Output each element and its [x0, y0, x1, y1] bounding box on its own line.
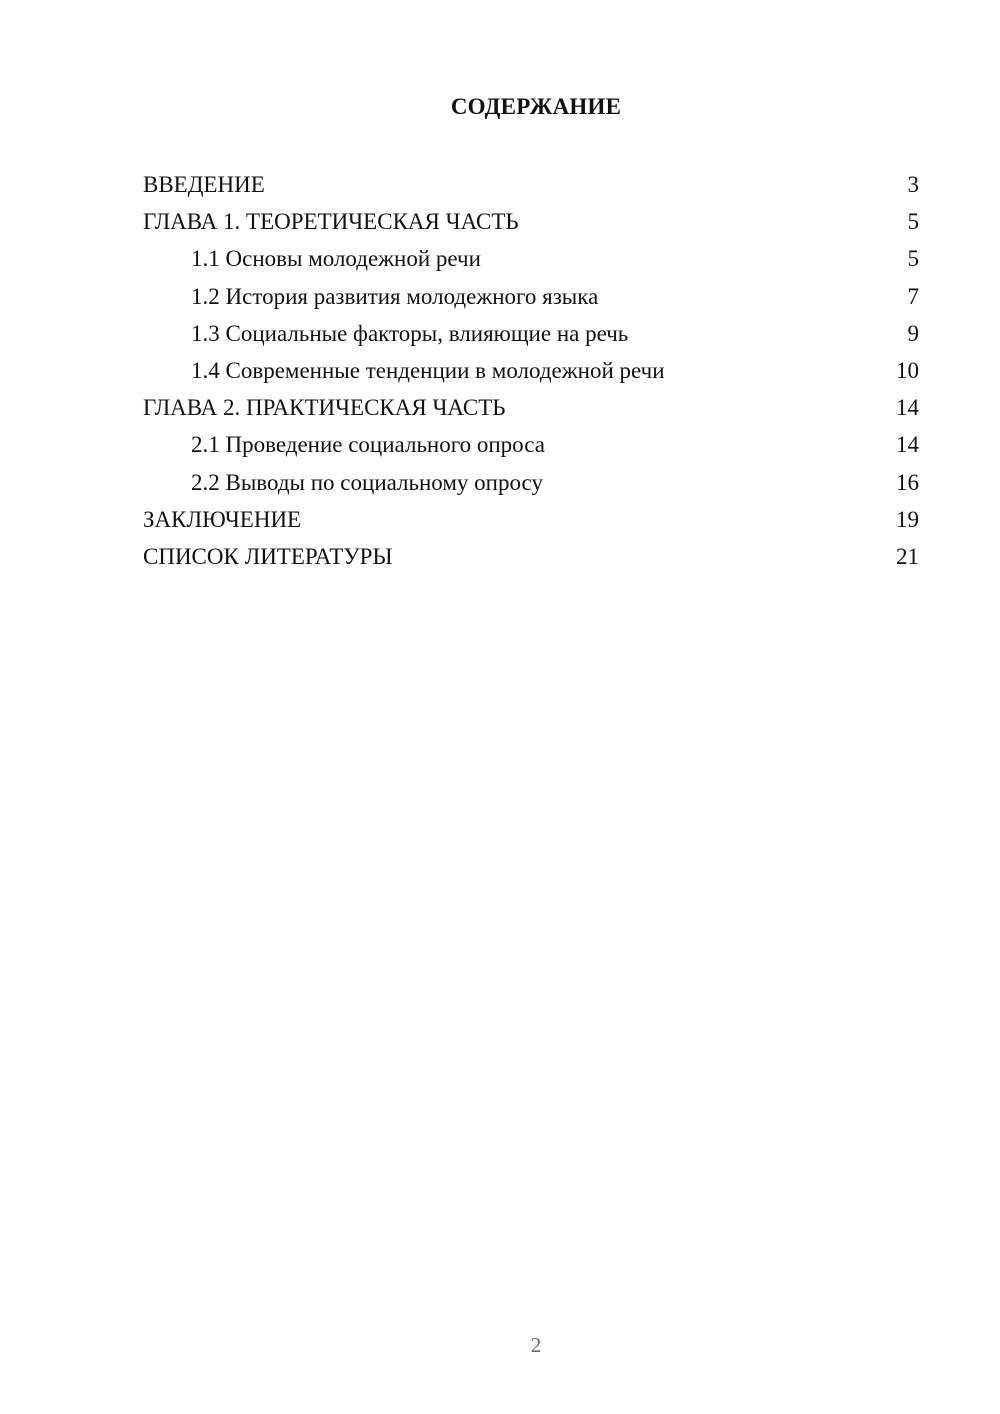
toc-entry-introduction[interactable]: [143, 166, 919, 203]
toc-entry-page: 14: [896, 395, 919, 421]
toc-entry-chapter-1[interactable]: [143, 203, 919, 240]
toc-entry-page: 21: [896, 543, 919, 569]
toc-entry-text: 2.1 Проведение социального опроса: [191, 432, 545, 458]
toc-entry-page: 3: [907, 172, 919, 197]
toc-entry-section-1-1[interactable]: [143, 240, 919, 277]
toc-entry-page: 5: [907, 209, 919, 235]
toc-entry-section-1-3[interactable]: [143, 315, 919, 352]
toc-entry-text: 2.2 Выводы по социальному опросу: [191, 469, 543, 495]
toc-entry-section-2-2[interactable]: [143, 464, 919, 501]
toc-entry-section-2-1[interactable]: [143, 426, 919, 463]
toc-entry-bibliography[interactable]: [143, 538, 919, 575]
toc-entry-text: 1.4 Современные тенденции в молодежной речи: [191, 357, 665, 383]
toc-entry-section-1-2[interactable]: [143, 278, 919, 315]
toc-entry-text: ЗАКЛЮЧЕНИЕ: [143, 506, 302, 532]
toc-entry-section-1-4[interactable]: [143, 352, 919, 389]
toc-entry-page: 10: [896, 357, 919, 383]
toc-entry-page: 14: [896, 432, 919, 458]
toc-entry-text: 1.1 Основы молодежной речи: [191, 246, 481, 272]
toc-entry-text: ГЛАВА 1. ТЕОРЕТИЧЕСКАЯ ЧАСТЬ: [143, 209, 519, 235]
toc-entry-text: 1.2 История развития молодежного языка: [191, 283, 599, 309]
toc-entry-page: 5: [907, 246, 919, 272]
toc-entry-chapter-2[interactable]: [143, 389, 919, 426]
toc-entry-page: 7: [907, 283, 919, 309]
toc-entry-text: ВВЕДЕНИЕ: [143, 172, 265, 197]
toc-entry-text: СПИСОК ЛИТЕРАТУРЫ: [143, 543, 393, 569]
toc-entry-text: ГЛАВА 2. ПРАКТИЧЕСКАЯ ЧАСТЬ: [143, 395, 506, 421]
toc-entry-conclusion[interactable]: [143, 501, 919, 538]
toc-title-container: [0, 94, 1000, 120]
toc-entry-text: 1.3 Социальные факторы, влияющие на речь: [191, 320, 629, 346]
toc-entry-page: 9: [907, 320, 919, 346]
toc-entry-page: 16: [896, 469, 919, 495]
table-of-contents: [143, 166, 919, 575]
toc-entry-page: 19: [896, 506, 919, 532]
page-number: 2: [530, 1333, 542, 1357]
toc-title: СОДЕРЖАНИЕ: [450, 94, 622, 119]
